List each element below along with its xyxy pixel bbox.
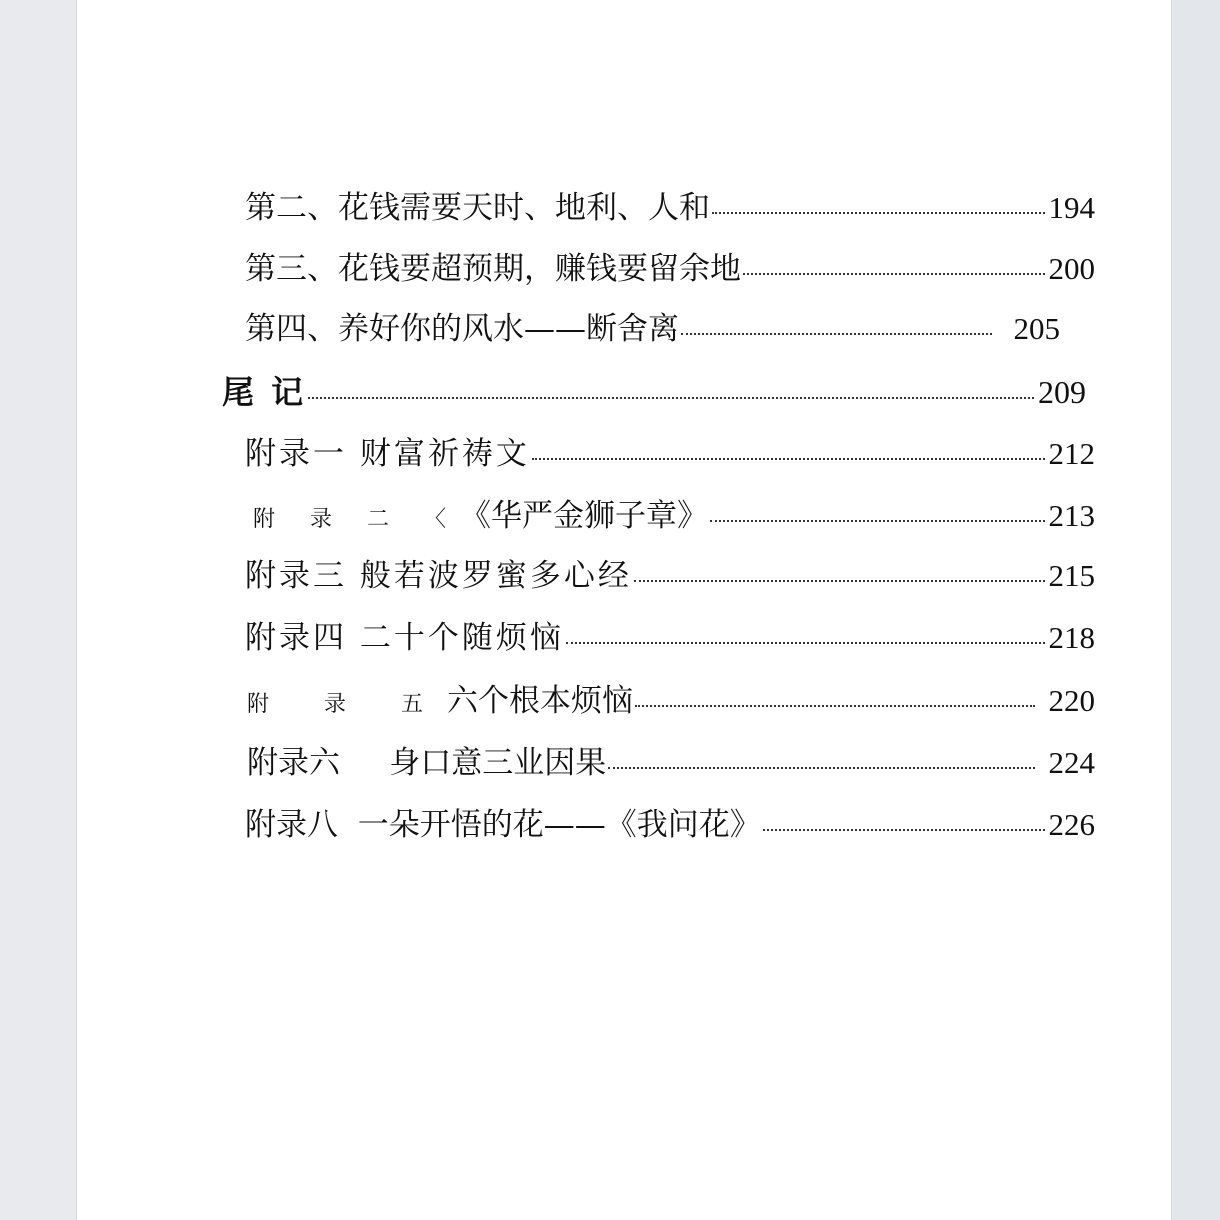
toc-entry-label: 第二、花钱需要天时、地利、人和 [245, 190, 710, 226]
toc-leader-dots [532, 427, 1045, 460]
toc-leader-dots [743, 242, 1045, 275]
toc-page-number: 213 [1048, 498, 1095, 533]
toc-page-number: 209 [1038, 374, 1086, 410]
toc-leader-dots [635, 674, 1035, 707]
toc-entry[interactable] [245, 612, 1095, 657]
toc-leader-dots [763, 798, 1045, 831]
toc-entry-main[interactable] [222, 367, 1086, 413]
toc-entry[interactable] [247, 675, 1095, 720]
toc-leader-dots [308, 365, 1034, 399]
toc-leader-dots [710, 489, 1045, 522]
toc-entry-label-prefix: 附 录 五 [247, 692, 447, 717]
toc-entry[interactable] [245, 303, 1060, 348]
toc-entry[interactable] [247, 737, 1095, 782]
toc-leader-dots [608, 736, 1034, 769]
toc-leader-dots [681, 302, 992, 335]
toc-entry-label: 六个根本烦恼 [447, 683, 633, 719]
toc-entry-label: 附录八 一朵开悟的花——《我问花》 [245, 807, 761, 843]
toc-page-number: 226 [1048, 807, 1095, 842]
toc-entry[interactable] [245, 182, 1095, 227]
toc-page-number: 224 [1048, 745, 1095, 780]
toc-entry-label: 附录一 财富祈祷文 [245, 436, 530, 472]
toc-page-number: 194 [1048, 190, 1095, 225]
toc-entry[interactable] [253, 490, 1095, 535]
toc-entry-label: 附录三 般若波罗蜜多心经 [245, 558, 632, 594]
toc-page-number: 218 [1048, 620, 1095, 655]
viewer-right-margin [1172, 0, 1220, 1220]
toc-entry-label: 附录四 二十个随烦恼 [245, 620, 564, 656]
toc-entry[interactable] [245, 428, 1095, 473]
toc-page-number: 220 [1048, 683, 1095, 718]
toc-entry[interactable] [245, 243, 1095, 288]
toc-leader-dots [634, 549, 1045, 582]
toc-leader-dots [712, 181, 1045, 214]
document-page [76, 0, 1172, 1220]
toc-entry-label: 附录六 身口意三业因果 [247, 745, 607, 781]
toc-page-number: 212 [1048, 436, 1095, 471]
toc-entry-label: 尾 记 [222, 373, 307, 411]
toc-leader-dots [566, 611, 1045, 644]
toc-page-number: 205 [1013, 311, 1060, 346]
toc-entry-label: 《华严金狮子章》 [459, 498, 708, 534]
toc-entry-label: 第四、养好你的风水——断舍离 [245, 311, 679, 347]
toc-page-number: 215 [1048, 558, 1095, 593]
toc-page-number: 200 [1048, 251, 1095, 286]
toc-entry-label: 第三、花钱要超预期，赚钱要留余地 [245, 251, 741, 287]
toc-entry-label-prefix: 附 录 二 〈 [253, 507, 460, 532]
toc-entry[interactable] [245, 799, 1095, 844]
toc-entry[interactable] [245, 550, 1095, 595]
